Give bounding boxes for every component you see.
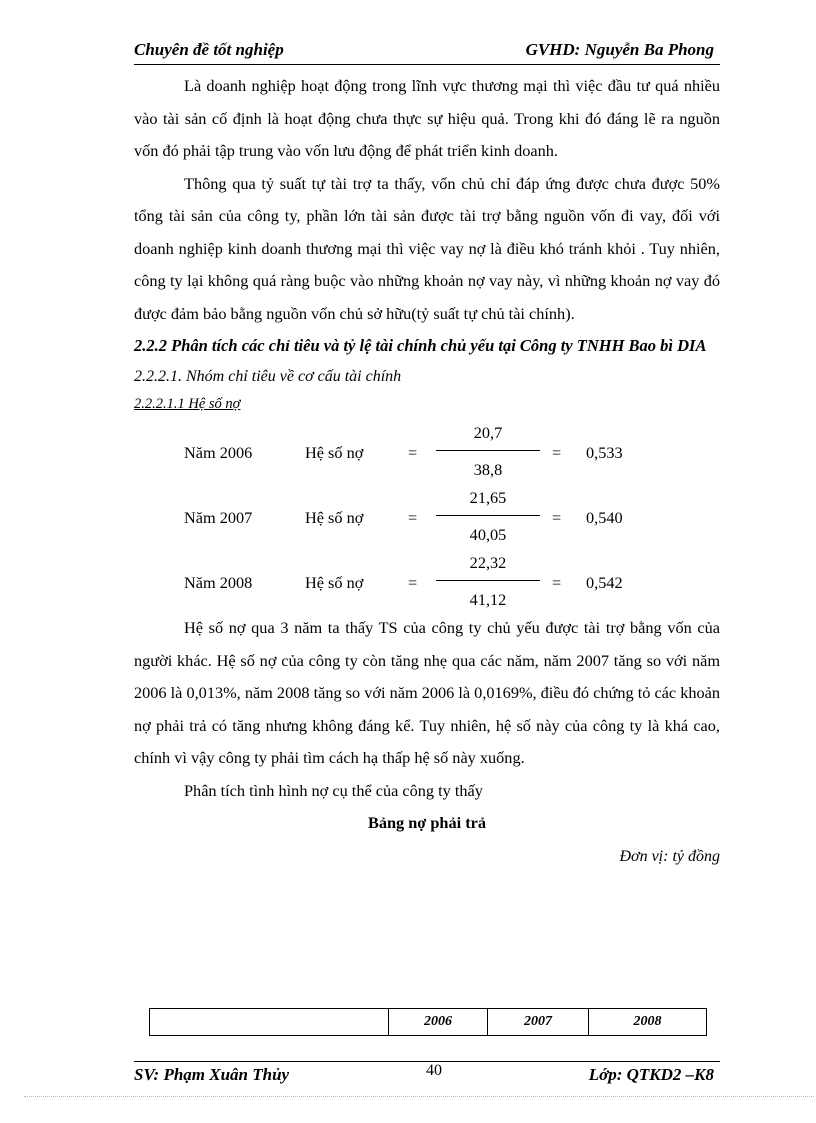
analysis-paragraph: Hệ số nợ qua 3 năm ta thấy TS của công ty chủ yếu được tài trợ bằng vốn của người khác. Hệ số nợ của công ty còn tăng nhẹ qua các năm, năm 2007 tăng so với năm 2006 là 0,013%, năm 2008 tăng so với năm 2006 là 0,0169%, điều đó chứng tỏ các khoản nợ phải trả có tăng nhưng không đáng kể. Tuy nhiên, hệ số này của công ty là khá cao, chính vì vậy công ty phải tìm cách hạ thấp hệ số này xuống. <box>134 618 720 767</box>
formula-numerator: 20,7 <box>473 423 503 442</box>
paragraph-2: Thông qua tỷ suất tự tài trợ ta thấy, vốn chủ chỉ đáp ứng được chưa được 50% tổng tài sản của công ty, phần lớn tài sản được tài trợ bằng nguồn vốn đi vay, đối với doanh nghiệp kinh doanh thương mại thì việc vay nợ là điều khó tránh khỏi . Tuy nhiên, công ty lại không quá ràng buộc vào những khoản nợ vay này, vì những khoản nợ vay đó được đảm bảo bằng nguồn vốn chủ sở hữu(tỷ suất tự chủ tài chính). <box>134 173 720 323</box>
paragraph-1: Là doanh nghiệp hoạt động trong lĩnh vực thương mại thì việc đầu tư quá nhiều vào tài sản cố định là hoạt động chưa thực sự hiệu quả. Trong khi đó đáng lẽ ra nguồn vốn đó phải tập trung vào vốn lưu động để phát triển kinh doanh. <box>134 76 720 160</box>
table-header-cell: 2008 <box>589 1009 707 1036</box>
formula-label: Hệ số nợ <box>305 508 364 527</box>
section-title: 2.2.2 Phân tích các chỉ tiêu và tỷ lệ tài chính chủ yếu tại Công ty TNHH Bao bì DIA <box>134 336 707 355</box>
equals-sign: = <box>552 508 562 527</box>
footer-class: Lớp: QTKD2 –K8 <box>588 1065 714 1084</box>
fraction-bar <box>436 515 540 516</box>
header-topic: Chuyên đề tốt nghiệp <box>134 40 284 59</box>
page-header <box>134 38 720 65</box>
header-advisor: GVHD: Nguyễn Ba Phong <box>525 40 714 59</box>
page-edge-divider <box>24 1096 814 1097</box>
formula-2007 <box>134 482 720 547</box>
fraction-bar <box>436 580 540 581</box>
page-number: 40 <box>426 1062 442 1079</box>
subsection-title: 2.2.2.1. Nhóm chỉ tiêu về cơ cấu tài chính <box>134 368 402 385</box>
formula-result: 0,542 <box>586 573 623 592</box>
equals-sign: = <box>552 443 562 462</box>
table-header-cell: 2006 <box>389 1009 488 1036</box>
formula-year: Năm 2008 <box>184 573 253 592</box>
table-header-cell: 2007 <box>488 1009 589 1036</box>
page-body <box>134 70 720 875</box>
table-title: Bảng nợ phải trả <box>367 813 487 832</box>
footer-student: SV: Phạm Xuân Thủy <box>134 1065 290 1084</box>
formula-label: Hệ số nợ <box>305 573 364 592</box>
formula-denominator: 41,12 <box>469 590 507 609</box>
formula-denominator: 40,05 <box>469 525 507 544</box>
formula-result: 0,540 <box>586 508 623 527</box>
page-footer <box>134 1061 720 1092</box>
debt-table <box>149 1008 707 1036</box>
equals-sign: = <box>552 573 562 592</box>
formula-year: Năm 2006 <box>184 443 253 462</box>
formula-2006 <box>134 417 720 482</box>
formula-result: 0,533 <box>586 443 623 462</box>
table-header-row <box>150 1009 707 1036</box>
equals-sign: = <box>408 508 418 527</box>
subsubsection-title: 2.2.2.1.1 Hệ số nợ <box>134 396 241 412</box>
equals-sign: = <box>408 443 418 462</box>
intro-line: Phân tích tình hình nợ cụ thể của công ty thấy <box>184 780 483 800</box>
equals-sign: = <box>408 573 418 592</box>
formula-numerator: 22,32 <box>469 553 507 572</box>
formula-label: Hệ số nợ <box>305 443 364 462</box>
formula-denominator: 38,8 <box>473 460 503 479</box>
formula-2008 <box>134 547 720 612</box>
formula-numerator: 21,65 <box>469 488 507 507</box>
table-header-cell <box>150 1009 389 1036</box>
fraction-bar <box>436 450 540 451</box>
table-unit: Đơn vị: tỷ đồng <box>619 848 720 865</box>
formula-year: Năm 2007 <box>184 508 253 527</box>
